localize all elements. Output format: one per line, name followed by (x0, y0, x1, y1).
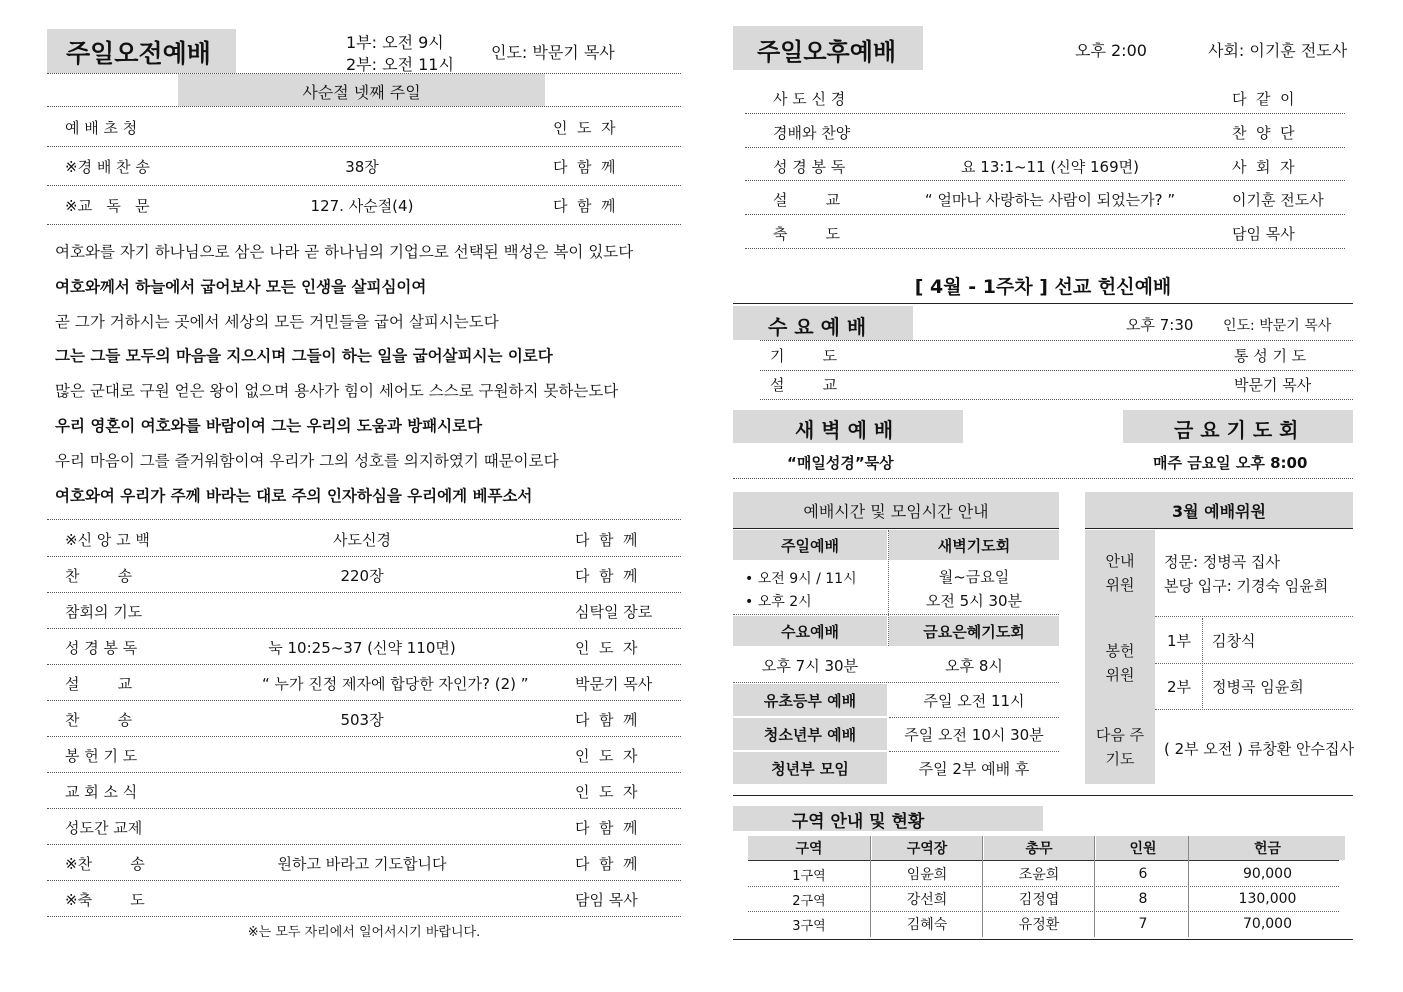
order-row (745, 181, 1345, 215)
schedule-hline (733, 682, 1059, 683)
order-who: 인 도 자 (575, 783, 638, 801)
order-who: 담임 목사 (575, 891, 638, 909)
order-who: 다 함 께 (575, 531, 638, 549)
order-row (47, 665, 681, 701)
order-who: 다 같 이 (1232, 90, 1295, 108)
order-who: 찬 양 단 (1232, 123, 1295, 142)
order-row (47, 701, 681, 737)
order-content: 38장 (345, 158, 379, 176)
order-item: ※찬 송 (65, 855, 145, 873)
district-cell: 김혜숙 (906, 917, 948, 933)
order-item: 사 도 신 경 (773, 90, 846, 108)
psalm-line: 여호와여 우리가 주께 바라는 대로 주의 인자하심을 우리에게 베푸소서 (55, 486, 533, 505)
district-cell: 임윤희 (906, 867, 948, 883)
am-leader: 인도: 박문기 목사 (491, 43, 615, 62)
order-who: 이기훈 전도사 (1232, 191, 1324, 210)
section-divider (733, 303, 1353, 304)
schedule-h4: 금요은혜기도회 (889, 616, 1059, 646)
order-row (47, 593, 681, 629)
order-who: 심탁일 장로 (575, 603, 653, 621)
wed-row (760, 371, 1353, 400)
order-row (745, 215, 1345, 249)
order-row (47, 557, 681, 593)
district-header: 헌금 (1190, 836, 1345, 860)
order-who: 사 회 자 (1232, 157, 1295, 176)
pm-host: 사회: 이기훈 전도사 (1208, 41, 1348, 60)
order-row (47, 147, 681, 186)
district-title: 구역 안내 및 현황 (791, 812, 925, 832)
footnote: ※는 모두 자리에서 일어서시기 바랍니다. (247, 925, 481, 940)
committee-hline (1155, 616, 1353, 617)
order-item: 예 배 초 청 (65, 119, 138, 137)
schedule-h1: 주일예배 (733, 530, 887, 560)
wed-row (760, 342, 1353, 371)
schedule-divider (733, 528, 1059, 529)
district-cell: 2구역 (792, 893, 826, 909)
order-item: 설 교 (65, 675, 133, 693)
committee-vline (1202, 618, 1203, 708)
order-content: 원하고 바라고 기도합니다 (277, 855, 447, 873)
schedule-fri: 오후 8시 (945, 656, 1003, 675)
order-row (745, 114, 1345, 148)
committee-hline (1155, 709, 1353, 710)
wed-who: 통 성 기 도 (1234, 347, 1307, 365)
order-who: 담임 목사 (1232, 225, 1295, 244)
schedule-youth-label: 청소년부 예배 (733, 718, 887, 750)
district-cell: 70,000 (1243, 916, 1292, 932)
order-who: 다 함 께 (553, 197, 616, 215)
schedule-sunday-1: • 오전 9시 / 11시 (745, 571, 857, 587)
schedule-sunday-2: • 오후 2시 (745, 594, 812, 610)
order-item: 성 경 봉 독 (773, 157, 846, 176)
order-item: 찬 송 (65, 567, 133, 585)
order-row (47, 845, 681, 881)
order-row (745, 148, 1345, 182)
psalm-line: 우리 영혼이 여호와를 바람이여 그는 우리의 도움과 방패시로다 (55, 417, 483, 435)
order-item: ※경 배 찬 송 (65, 158, 150, 176)
wed-item: 기 도 (770, 347, 838, 365)
wed-divider (760, 399, 1353, 400)
schedule-young-time: 주일 2부 예배 후 (918, 759, 1030, 778)
pm-time: 오후 2:00 (1075, 41, 1147, 60)
district-header: 구역장 (872, 836, 982, 860)
offering-part-1: 1부 (1166, 631, 1192, 650)
schedule-hline (889, 717, 1059, 718)
district-col-line (1094, 836, 1095, 937)
dawn-text: “매일성경”묵상 (787, 454, 894, 472)
district-cell: 8 (1138, 891, 1148, 907)
order-divider (47, 916, 681, 917)
order-row (47, 629, 681, 665)
order-row (47, 186, 681, 225)
order-who: 박문기 목사 (575, 675, 653, 693)
order-row (47, 737, 681, 773)
district-col-line (1188, 836, 1189, 937)
order-row (47, 809, 681, 845)
guide-label: 안내 위원 (1105, 552, 1135, 594)
schedule-h2: 새벽기도회 (889, 530, 1059, 560)
order-content: “ 얼마나 사랑하는 사람이 되었는가? ” (924, 191, 1176, 210)
order-item: 찬 송 (65, 711, 133, 729)
wed-title: 수 요 예 배 (768, 315, 867, 339)
order-item: ※축 도 (65, 891, 145, 909)
am-title: 주일오전예배 (66, 39, 211, 68)
district-cell: 1구역 (792, 868, 826, 884)
order-item: 축 도 (773, 225, 841, 244)
psalm-line: 우리 마음이 그를 즐거워함이여 우리가 그의 성호를 의지하였기 때문이로다 (55, 451, 559, 470)
section-divider (733, 795, 1353, 796)
order-row (745, 80, 1345, 114)
mission-title: [ 4월 - 1주차 ] 선교 헌신예배 (914, 276, 1172, 298)
offering-part-2: 2부 (1166, 677, 1192, 696)
order-item: 봉 헌 기 도 (65, 747, 138, 765)
order-content: 503장 (340, 711, 384, 729)
friday-text: 매주 금요일 오후 8:00 (1153, 454, 1308, 472)
district-cell: 3구역 (792, 918, 826, 934)
order-who: 다 함 께 (553, 158, 616, 176)
order-content: 220장 (340, 567, 384, 585)
psalm-divider (47, 519, 681, 520)
dawn-title: 새 벽 예 배 (795, 418, 894, 442)
schedule-h3: 수요예배 (733, 616, 887, 646)
district-header: 인원 (1096, 836, 1190, 860)
order-who: 인 도 자 (575, 747, 638, 765)
district-col-line (982, 836, 983, 937)
order-who: 인 도 자 (553, 119, 616, 137)
schedule-kids-label: 유초등부 예배 (733, 684, 887, 716)
guide-line-2: 본당 입구: 기경숙 임윤희 (1164, 577, 1329, 595)
order-divider (47, 224, 681, 225)
schedule-title: 예배시간 및 모임시간 안내 (803, 502, 989, 521)
district-bottom-line (733, 939, 1353, 940)
order-row (47, 108, 681, 147)
district-cell: 7 (1138, 916, 1148, 932)
district-cell: 강선희 (906, 892, 948, 908)
district-col-line (870, 836, 871, 937)
order-item: ※교 독 문 (65, 197, 150, 215)
district-cell: 130,000 (1238, 891, 1297, 907)
order-content: 눅 10:25~37 (신약 110면) (268, 639, 456, 657)
psalm-line: 곧 그가 거하시는 곳에서 세상의 모든 거민들을 굽어 살피시는도다 (55, 312, 499, 331)
wed-who: 박문기 목사 (1234, 376, 1312, 394)
district-cell: 6 (1138, 866, 1148, 882)
order-content: “ 누가 진정 제자에 합당한 자인가? (2) ” (262, 675, 529, 693)
wed-divider (760, 340, 1353, 341)
district-cell: 유정환 (1018, 917, 1060, 933)
order-item: 성도간 교제 (65, 819, 143, 837)
offering-names-1: 김창식 (1212, 632, 1256, 650)
guide-line-1: 정문: 정병곡 집사 (1164, 553, 1281, 571)
order-who: 다 함 께 (575, 855, 638, 873)
offering-label: 봉헌 위원 (1105, 642, 1135, 684)
district-header-line (748, 860, 1339, 861)
schedule-youth-time: 주일 오전 10시 30분 (904, 725, 1044, 744)
district-header: 구역 (748, 836, 870, 860)
order-item: 경배와 찬양 (773, 123, 851, 142)
am-time-2: 2부: 오전 11시 (346, 55, 454, 74)
dawn-divider (733, 478, 1353, 479)
order-who: 인 도 자 (575, 639, 638, 657)
district-cell: 김정엽 (1018, 892, 1060, 908)
order-content: 사도신경 (333, 531, 391, 549)
order-row (47, 521, 681, 557)
district-header: 총무 (984, 836, 1094, 860)
psalm-line: 여호와께서 하늘에서 굽어보사 모든 인생을 살피심이여 (55, 277, 427, 296)
schedule-young-label: 청년부 모임 (733, 752, 887, 784)
order-content: 요 13:1~11 (신약 169면) (961, 157, 1139, 176)
wed-leader: 인도: 박문기 목사 (1223, 318, 1332, 334)
offering-names-2: 정병곡 임윤희 (1212, 678, 1304, 696)
am-subtitle: 사순절 넷째 주일 (302, 83, 421, 102)
district-cell: 조윤희 (1018, 867, 1060, 883)
schedule-vline (888, 530, 889, 646)
schedule-wed: 오후 7시 30분 (761, 656, 859, 675)
order-item: 설 교 (773, 191, 841, 210)
order-item: ※신 앙 고 백 (65, 531, 150, 549)
schedule-dawn-1: 월~금요일 (938, 567, 1010, 586)
order-row (47, 881, 681, 917)
order-content: 127. 사순절(4) (310, 197, 414, 215)
schedule-hline (733, 614, 1059, 615)
next-prayer-text: ( 2부 오전 ) 류창환 안수집사 (1164, 740, 1354, 758)
committee-title: 3월 예배위원 (1172, 502, 1266, 521)
friday-title: 금 요 기 도 회 (1174, 418, 1299, 442)
order-item: 성 경 봉 독 (65, 639, 138, 657)
am-time-1: 1부: 오전 9시 (346, 33, 444, 52)
psalm-line: 그는 그들 모두의 마음을 지으시며 그들이 하는 일을 굽어살피시는 이로다 (55, 347, 553, 366)
schedule-kids-time: 주일 오전 11시 (923, 691, 1025, 710)
committee-divider (1085, 528, 1353, 529)
order-row (47, 773, 681, 809)
wed-item: 설 교 (770, 376, 838, 394)
order-who: 다 함 께 (575, 711, 638, 729)
order-item: 교 회 소 식 (65, 783, 138, 801)
am-divider (47, 106, 681, 107)
psalm-line: 많은 군대로 구원 얻은 왕이 없으며 용사가 힘이 세어도 스스로 구원하지 못하는도다 (55, 382, 619, 401)
pm-title: 주일오후예배 (757, 38, 897, 66)
next-prayer-label: 다음 주 기도 (1095, 726, 1145, 768)
wed-time: 오후 7:30 (1126, 316, 1194, 334)
order-divider (745, 248, 1345, 249)
order-who: 다 함 께 (575, 819, 638, 837)
psalm-line: 여호와를 자기 하나님으로 삼은 나라 곧 하나님의 기업으로 선택된 백성은 복이 있도다 (55, 243, 634, 261)
order-who: 다 함 께 (575, 567, 638, 585)
order-item: 참회의 기도 (65, 603, 143, 621)
district-cell: 90,000 (1243, 866, 1292, 882)
schedule-hline (889, 751, 1059, 752)
schedule-dawn-2: 오전 5시 30분 (925, 591, 1023, 610)
